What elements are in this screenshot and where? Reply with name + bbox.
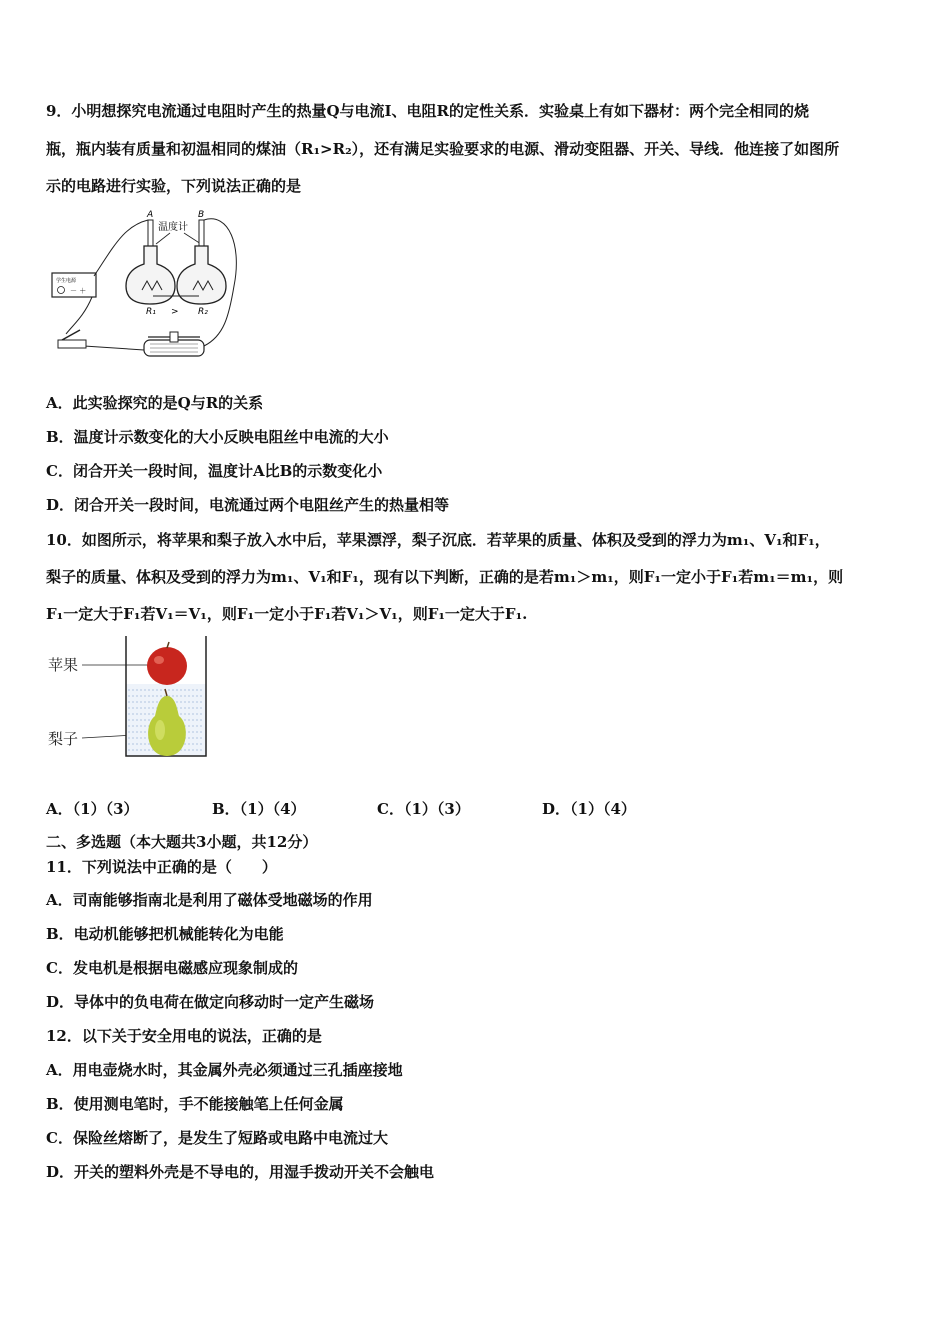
q10-fruit-figure <box>44 634 214 764</box>
q9-circuit-figure <box>44 206 244 366</box>
label-source: 学生电源 <box>56 278 77 284</box>
apple <box>147 642 187 685</box>
q10-stem-line1: 10．如图所示，将苹果和梨子放入水中后，苹果漂浮，梨子沉底．若苹果的质量、体积及受到的浮力为m₁、V₁和F₁， <box>46 531 830 549</box>
label-apple: 苹果 <box>48 656 79 674</box>
flask-right <box>177 246 226 304</box>
label-pear: 梨子 <box>48 730 79 748</box>
power-supply <box>52 273 96 297</box>
label-r1: R₁ <box>146 307 156 317</box>
label-b: B <box>198 210 205 220</box>
label-a: A <box>147 210 154 220</box>
q10-stem-line2: 梨子的质量、体积及受到的浮力为m₁、V₁和F₁，现有以下判断，正确的是若m₁＞m₁，则F₁一定小于F₁若m₁＝m₁，则 <box>46 568 844 586</box>
q11-option-d: D．导体中的负电荷在做定向移动时一定产生磁场 <box>46 993 375 1011</box>
q12-option-d: D．开关的塑料外壳是不导电的，用湿手拨动开关不会触电 <box>46 1163 435 1181</box>
label-gt: > <box>171 307 179 317</box>
q9-stem-line3: 示的电路进行实验，下列说法正确的是 <box>46 177 302 195</box>
q9-option-a: A．此实验探究的是Q与R的关系 <box>46 394 264 412</box>
label-r2: R₂ <box>198 307 208 317</box>
q10-option-d: D．（1）（4） <box>542 800 636 818</box>
q9-option-c: C．闭合开关一段时间，温度计A比B的示数变化小 <box>46 462 383 480</box>
q9-stem-line2: 瓶，瓶内装有质量和初温相同的煤油（R₁>R₂），还有满足实验要求的电源、滑动变阻器、开关、导线．他连接了如图所 <box>46 140 840 158</box>
q9-option-b: B．温度计示数变化的大小反映电阻丝中电流的大小 <box>46 428 389 446</box>
q9-option-d: D．闭合开关一段时间，电流通过两个电阻丝产生的热量相等 <box>46 496 450 514</box>
q11-option-a: A．司南能够指南北是利用了磁体受地磁场的作用 <box>46 891 373 909</box>
q11-option-b: B．电动机能够把机械能转化为电能 <box>46 925 284 943</box>
q10-stem-line3: F₁一定大于F₁若V₁＝V₁，则F₁一定小于F₁若V₁＞V₁，则F₁一定大于F₁. <box>46 605 528 623</box>
q10-option-b: B．（1）（4） <box>212 800 306 818</box>
q11-stem: 11．下列说法中正确的是（ ） <box>46 858 277 876</box>
q12-option-c: C．保险丝熔断了，是发生了短路或电路中电流过大 <box>46 1129 388 1147</box>
q10-option-a: A．（1）（3） <box>46 800 139 818</box>
flask-left <box>126 246 175 304</box>
q10-option-c: C．（1）（3） <box>377 800 470 818</box>
svg-text:－ ＋: － ＋ <box>70 287 87 295</box>
section2-title: 二、多选题（本大题共3小题，共12分） <box>46 833 318 851</box>
q12-stem: 12．以下关于安全用电的说法，正确的是 <box>46 1027 322 1045</box>
label-thermometer: 温度计 <box>158 222 188 233</box>
q12-option-a: A．用电壶烧水时，其金属外壳必须通过三孔插座接地 <box>46 1061 403 1079</box>
sliding-rheostat <box>144 332 204 356</box>
q9-stem-line1: 9．小明想探究电流通过电阻时产生的热量Q与电流I、电阻R的定性关系．实验桌上有如下器材：两个完全相同的烧 <box>46 102 809 120</box>
q10-options <box>46 798 916 818</box>
q12-option-b: B．使用测电笔时，手不能接触笔上任何金属 <box>46 1095 344 1113</box>
q11-option-c: C．发电机是根据电磁感应现象制成的 <box>46 959 298 977</box>
switch <box>58 330 86 348</box>
